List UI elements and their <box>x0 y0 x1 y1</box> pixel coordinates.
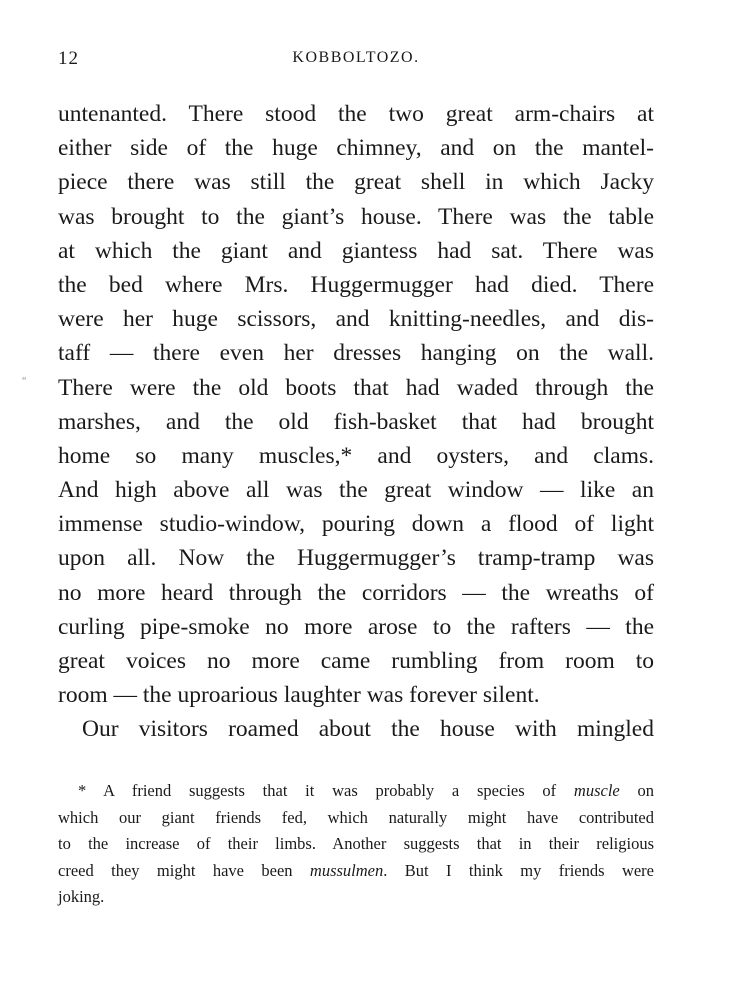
page-number: 12 <box>58 48 79 69</box>
footnote-line <box>58 858 654 885</box>
text-line: There were the old boots that had waded through the <box>58 374 654 401</box>
footnote-text: on <box>619 781 655 800</box>
text-line: at which the giant and giantess had sat. There was <box>58 237 654 264</box>
footnote-text: . But I think my friends were <box>383 860 654 880</box>
footnote-emphasis: muscle <box>573 781 620 800</box>
page-header <box>58 48 654 74</box>
footnote-emphasis: mussulmen <box>309 860 384 880</box>
footnote-line: which our giant friends fed, which naturally might have contributed <box>58 807 654 827</box>
text-line: And high above all was the great window — like an <box>58 477 654 504</box>
footnote <box>58 778 654 911</box>
running-title: KOBBOLTOZO. <box>292 49 420 66</box>
text-line: great voices no more came rumbling from room to <box>58 648 654 674</box>
text-line: upon all. Now the Huggermugger’s tramp-tramp was <box>58 545 654 572</box>
paragraph-start-line: Our visitors roamed about the house with mingled <box>82 716 654 743</box>
text-line: untenanted. There stood the two great arm-chairs at <box>58 101 654 127</box>
margin-speck: “ <box>22 376 27 387</box>
footnote-line: joking. <box>58 887 105 907</box>
text-line: room — the uproarious laughter was forever silent. <box>58 682 540 709</box>
footnote-text: * A friend suggests that it was probably a species of <box>78 781 574 800</box>
body-text <box>58 97 654 747</box>
text-line: curling pipe-smoke no more arose to the rafters — the <box>58 613 654 640</box>
footnote-line <box>58 778 654 805</box>
text-line: piece there was still the great shell in which Jacky <box>58 169 654 196</box>
text-line: no more heard through the corridors — the wreaths of <box>58 579 654 606</box>
text-line: immense studio-window, pouring down a flood of light <box>58 511 654 538</box>
text-line: marshes, and the old fish-basket that had brought <box>58 408 654 435</box>
text-line: were her huge scissors, and knitting-needles, and dis- <box>58 306 654 333</box>
text-line: either side of the huge chimney, and on the mantel- <box>58 135 654 162</box>
text-line: the bed where Mrs. Huggermugger had died. There <box>58 271 654 298</box>
text-line: taff — there even her dresses hanging on the wall. <box>58 340 654 367</box>
footnote-text: creed they might have been <box>58 860 310 880</box>
footnote-line: to the increase of their limbs. Another suggests that in their religious <box>58 834 654 854</box>
text-line: home so many muscles,* and oysters, and clams. <box>58 442 654 469</box>
text-line: was brought to the giant’s house. There was the table <box>58 203 654 230</box>
